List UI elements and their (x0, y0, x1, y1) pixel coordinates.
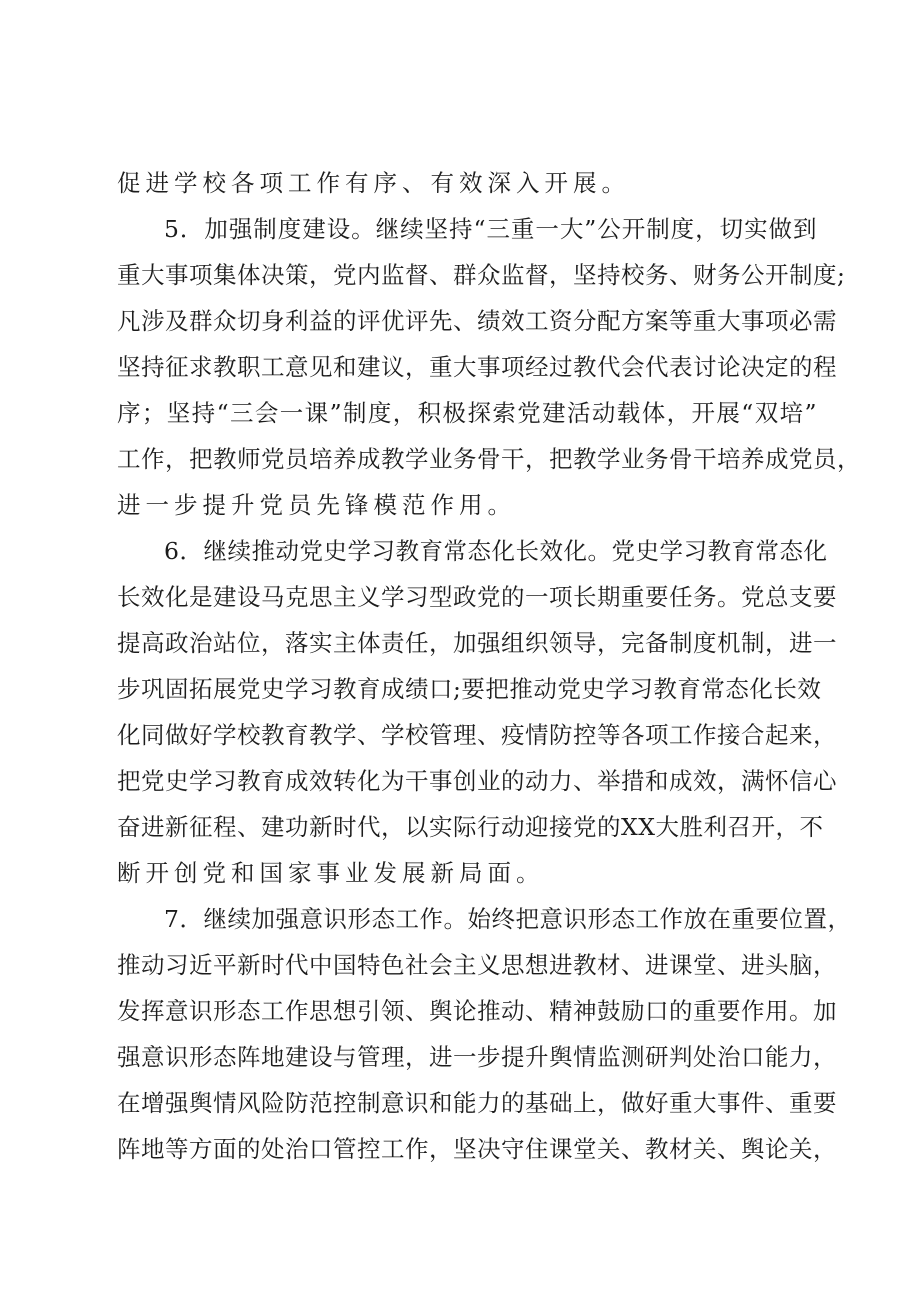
text-line: 长效化是建设马克思主义学习型政党的一项长期重要任务。党总支要 (117, 583, 837, 611)
text-line: 发挥意识形态工作思想引领、舆论推动、精神鼓励口的重要作用。加 (117, 997, 837, 1025)
text-line: 凡涉及群众切身利益的评优评先、绩效工资分配方案等重大事项必需 (117, 307, 837, 335)
text-line: 促进学校各项工作有序、有效深入开展。 (117, 169, 630, 197)
text-line: 推动习近平新时代中国特色社会主义思想进教材、进课堂、进头脑， (117, 951, 837, 979)
text-line: 提高政治站位，落实主体责任，加强组织领导，完备制度机制，进一 (117, 629, 837, 657)
text-line: 坚持征求教职工意见和建议，重大事项经过教代会代表讨论决定的程 (117, 353, 837, 381)
text-line: 阵地等方面的处治口管控工作，坚决守住课堂关、教材关、舆论关， (117, 1135, 837, 1163)
text-line: 进一步提升党员先锋模范作用。 (117, 491, 516, 519)
text-line: 把党史学习教育成效转化为干事创业的动力、举措和成效，满怀信心 (117, 767, 837, 795)
text-line: 在增强舆情风险防范控制意识和能力的基础上，做好重大事件、重要 (117, 1089, 837, 1117)
text-line: 化同做好学校教育教学、学校管理、疫情防控等各项工作接合起来， (117, 721, 837, 749)
paragraph-6-heading-line: 6．继续推动党史学习教育常态化长效化。党史学习教育常态化 (164, 537, 828, 565)
text-line: 断开创党和国家事业发展新局面。 (117, 859, 545, 887)
paragraph-7-heading-line: 7．继续加强意识形态工作。始终把意识形态工作放在重要位置， (164, 905, 852, 933)
text-line: 强意识形态阵地建设与管理，进一步提升舆情监测研判处治口能力， (117, 1043, 837, 1071)
text-line: 步巩固拓展党史学习教育成绩口;要把推动党史学习教育常态化长效 (117, 675, 822, 703)
text-line: 工作，把教师党员培养成教学业务骨干，把教学业务骨干培养成党员， (117, 445, 861, 473)
text-line: 序；坚持“三会一课”制度，积极探索党建活动载体，开展“双培” (117, 399, 817, 427)
text-line: 奋进新征程、建功新时代，以实际行动迎接党的XX大胜利召开，不 (117, 813, 824, 841)
paragraph-5-heading-line: 5．加强制度建设。继续坚持“三重一大”公开制度，切实做到 (164, 215, 817, 243)
text-line: 重大事项集体决策，党内监督、群众监督，坚持校务、财务公开制度; (117, 261, 846, 289)
